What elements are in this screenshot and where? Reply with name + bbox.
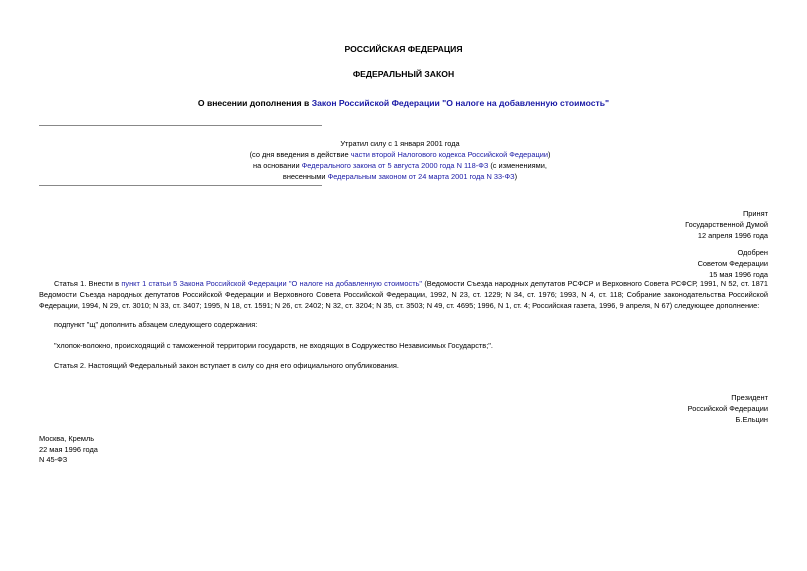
quote-paragraph: "хлопок-волокно, происходящий с таможенной территории государств, не входящих в Содружество Независимых Государств;". (54, 341, 493, 350)
lost-force-line-4-prefix: внесенными (282, 172, 328, 181)
document-type-heading: ФЕДЕРАЛЬНЫЙ ЗАКОН (352, 69, 455, 79)
president-line-2: Российской Федерации (687, 404, 768, 413)
approved-line-2: Советом Федерации (697, 259, 768, 268)
president-line-1: Президент (731, 393, 768, 402)
tax-code-part-two-link[interactable]: части второй Налогового кодекса Российской Федерации (350, 150, 548, 159)
lost-force-line-3-suffix: (с изменениями, (488, 161, 547, 170)
article-1-suffix: (Ведомости Съезда народных депутатов РСФСР и Верховного Совета РСФСР, 1991, N 52, ст. 1871 Ведомости Съезда народных депутатов Российской Федерации и Верховного Совета Российской Федерации, 1992, N 23, ст. 1229; N 34, ст. 1976; 1993, N 4, ст. 118; Собрание законодательства Российской Федерации, 1994, N 29, ст. 3010; N 33, ст. 3407; 1995, N 18, ст. 1591; N 26, ст. 2402; N 32, ст. 3204; N 35, ст. 3503; N 49, ст. 4695; 1996, N 1, ст. 4; Российская газета, 1996, 9 апреля, N 67) следующее дополнение: (39, 279, 768, 310)
title-law-link[interactable]: Закон Российской Федерации "О налоге на добавленную стоимость" (311, 98, 610, 108)
lost-force-line-2-suffix: ) (547, 150, 551, 159)
lost-force-line-3 (200, 160, 600, 171)
document-title (0, 98, 807, 109)
approved-block (698, 247, 768, 280)
signoff-date: 22 мая 1996 года (39, 444, 98, 454)
lost-force-note (200, 138, 600, 182)
lost-force-line-4-suffix: ) (514, 172, 518, 181)
vat-law-article-5-link[interactable]: пункт 1 статьи 5 Закона Российской Федерации "О налоге на добавленную стоимость" (121, 279, 423, 288)
lost-force-line-2-prefix: (со дня введения в действие (249, 150, 351, 159)
lost-force-line-4 (200, 171, 600, 182)
adopted-line-1: Принят (742, 209, 768, 218)
divider-top (39, 125, 322, 126)
article-2-paragraph: Статья 2. Настоящий Федеральный закон вступает в силу со дня его официального опубликования. (54, 361, 399, 370)
article-1-paragraph (39, 278, 768, 311)
signoff-place: Москва, Кремль (39, 434, 95, 443)
adopted-block (685, 208, 768, 241)
approved-line-3: 15 мая 1996 года (709, 270, 768, 279)
federal-law-118-link[interactable]: Федерального закона от 5 августа 2000 года N 118-ФЗ (301, 161, 489, 170)
divider-bottom (39, 185, 322, 186)
subpoint-paragraph: подпункт "щ" дополнить абзацем следующего содержания: (54, 320, 258, 329)
lost-force-line-3-prefix: на основании (253, 161, 302, 170)
federal-law-33-link[interactable]: Федеральным законом от 24 марта 2001 года N 33-ФЗ (327, 172, 515, 181)
president-signature-block (688, 392, 768, 425)
approved-line-1: Одобрен (737, 248, 768, 257)
article-1-prefix: Статья 1. Внести в (54, 279, 122, 288)
signoff-number: N 45-ФЗ (39, 455, 68, 464)
adopted-line-3: 12 апреля 1996 года (697, 231, 768, 240)
title-prefix: О внесении дополнения в (197, 98, 312, 108)
signoff-block (39, 434, 98, 466)
country-heading: РОССИЙСКАЯ ФЕДЕРАЦИЯ (344, 44, 463, 54)
president-line-3: Б.Ельцин (735, 415, 768, 424)
lost-force-line-1: Утратил силу с 1 января 2001 года (340, 139, 460, 148)
lost-force-line-2 (200, 149, 600, 160)
adopted-line-2: Государственной Думой (685, 220, 768, 229)
